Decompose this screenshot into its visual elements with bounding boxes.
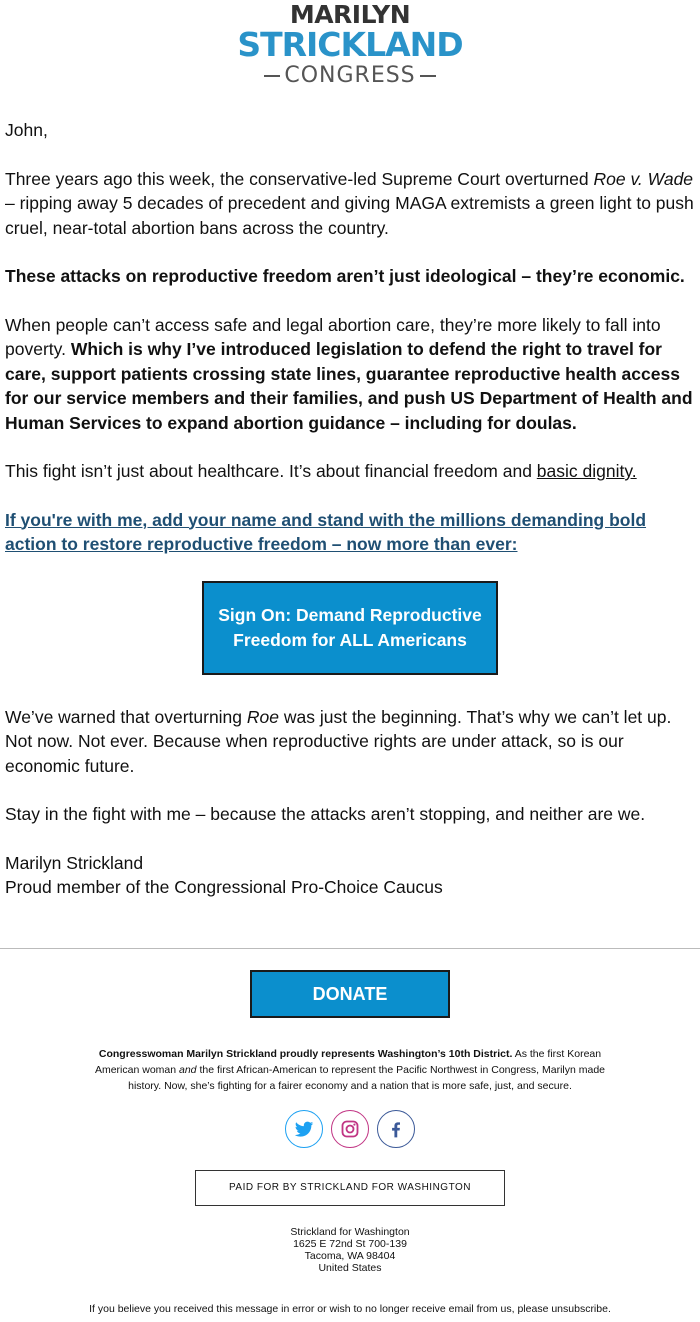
twitter-icon[interactable] [285,1110,323,1148]
signature [5,851,695,900]
address-city: Tacoma, WA 98404 [304,1250,396,1262]
sign-on-button[interactable]: Sign On: Demand Reproductive Freedom for ALL Americans [202,581,498,675]
p3-legislation-bold: Which is why I’ve introduced legislation to defend the right to travel for care, support patients crossing state lines, guarantee reproductive health access for our service members and their families, and push US Department of Health and Human Services to expand abortion guidance – including for doulas. [5,339,693,433]
instagram-icon[interactable] [331,1110,369,1148]
p3-text-a: When people can’t access safe and legal abortion care, they’re more likely to fall into poverty. [5,314,661,359]
paragraph-stay-in-fight: Stay in the fight with me – because the attacks aren’t stopping, and neither are we. [5,804,646,824]
p5-text-b: was just the beginning. That’s why we can’t let up. Not now. Not ever. Because when reproductive rights are under attack, so is our economic future. [5,706,672,776]
logo-congress [0,62,700,90]
logo-dash-right [420,75,436,77]
footer-divider [0,948,700,949]
bio-and: and [179,1064,197,1076]
p1-text-b: – ripping away 5 decades of precedent and giving MAGA extremists a green light to push cruel, near-total abortion bans across the country. [5,193,694,238]
paragraph-dignity [5,459,695,484]
paragraph-economic: These attacks on reproductive freedom aren’t just ideological – they’re economic. [5,266,685,286]
logo-congress-text: CONGRESS [284,63,416,88]
donate-button[interactable]: DONATE [250,970,450,1018]
bio-bold: Congresswoman Marilyn Strickland proudly represents Washington’s 10th District. [98,1048,513,1060]
add-your-name-link[interactable]: If you're with me, add your name and stand with the millions demanding bold action to restore reproductive freedom – now more than ever: [5,509,647,554]
p4-text-a: This fight isn’t just about healthcare. It’s about financial freedom and [5,461,537,481]
email-body [5,118,695,900]
p5-roe: Roe [246,706,279,727]
signature-title: Proud member of the Congressional Pro-Choice Caucus [5,877,443,897]
facebook-icon[interactable] [377,1110,415,1148]
email-footer [0,970,700,1317]
logo-first-name: MARILYN [289,0,411,29]
bio-text-a: As the first Korean American woman [94,1048,602,1076]
paragraph-legislation [5,313,695,436]
paragraph-cta [5,508,695,557]
address-street: 1625 E 72nd St 700-139 [293,1238,407,1250]
address-org: Strickland for Washington [290,1226,410,1238]
p1-roe-case: Roe v. Wade [593,168,694,189]
mailing-address [0,1226,700,1274]
p1-text-a: Three years ago this week, the conservative-led Supreme Court overturned [5,168,594,189]
footer-bio [80,1046,620,1094]
signature-name: Marilyn Strickland [5,852,144,873]
address-country: United States [318,1262,382,1274]
logo-dash-left [264,75,280,77]
p5-text-a: We’ve warned that overturning [5,706,247,727]
unsubscribe-notice[interactable]: If you believe you received this message in error or wish to no longer receive email from us, please unsubscribe. [89,1303,611,1315]
campaign-logo[interactable] [0,2,700,90]
greeting: John, [5,120,48,140]
bio-text-b: the first African-American to represent the Pacific Northwest in Congress, Marilyn made history. Now, she’s fighting for a fairer economy and a nation that is more safe, just, and secure. [128,1064,606,1092]
social-links [0,1110,700,1148]
basic-dignity-link[interactable]: basic dignity. [536,461,637,481]
logo-last-name: STRICKLAND [237,25,463,64]
paid-for-disclaimer: PAID FOR BY STRICKLAND FOR WASHINGTON [195,1170,505,1206]
paragraph-roe-overturned [5,167,695,241]
sign-on-button-wrap [5,581,695,675]
paragraph-warning [5,705,695,779]
